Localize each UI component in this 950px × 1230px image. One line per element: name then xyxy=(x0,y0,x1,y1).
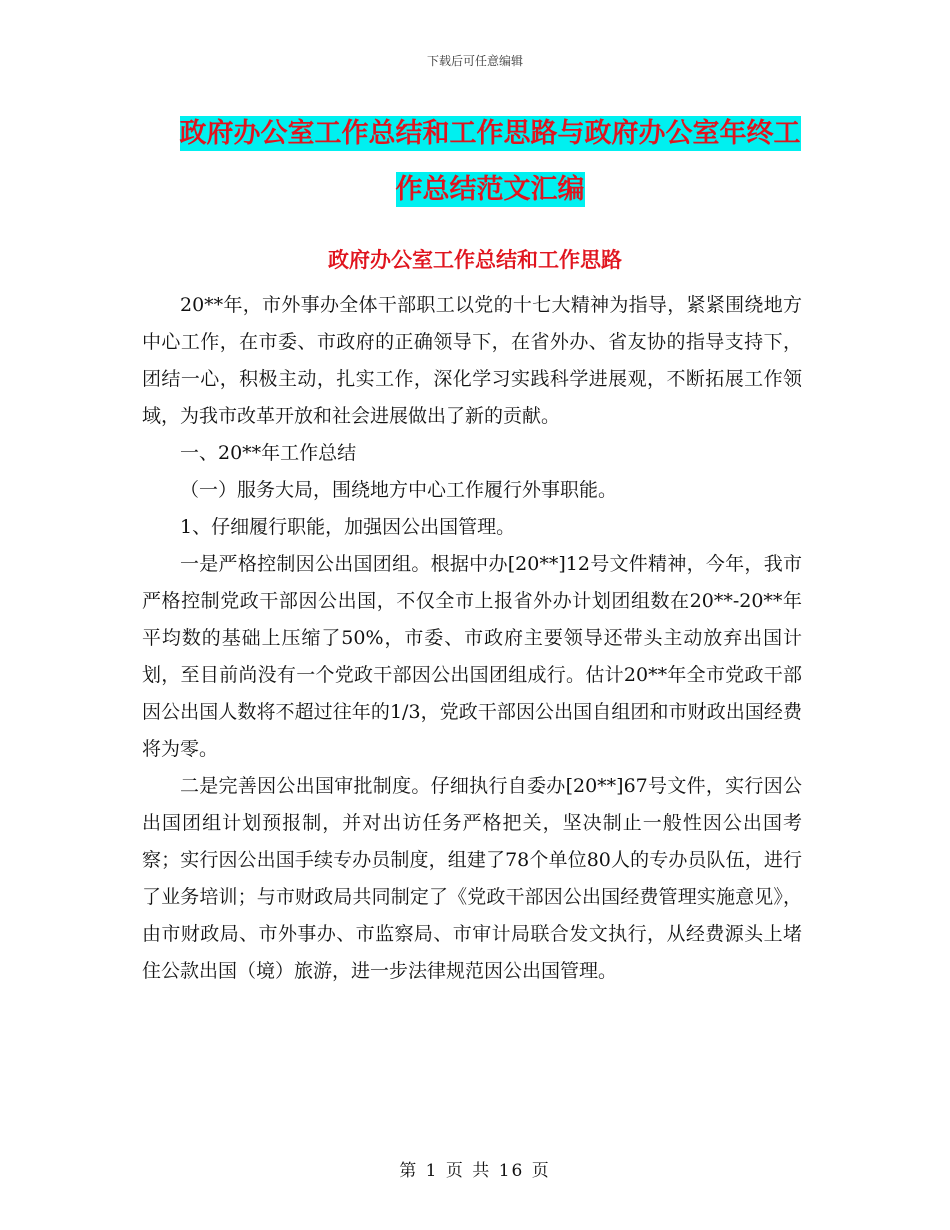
body-text xyxy=(142,287,802,990)
section-title: 政府办公室工作总结和工作思路 xyxy=(328,247,622,272)
header-note: 下载后可任意编辑 xyxy=(426,54,523,68)
page-number: 第 1 页 共 16 页 xyxy=(399,1161,551,1181)
heading-level-3: 1、仔细履行职能，加强因公出国管理。 xyxy=(180,516,516,538)
main-title-line-2: 作总结范文汇编 xyxy=(395,174,585,205)
main-title-line-1: 政府办公室工作总结和工作思路与政府办公室年终工 xyxy=(179,118,801,149)
main-title xyxy=(160,106,820,218)
heading-level-1: 一、20**年工作总结 xyxy=(180,442,357,464)
paragraph-second-point: 二是完善因公出国审批制度。仔细执行自委办[20**]67号文件，实行因公出国团组计划预报制，并对出访任务严格把关，坚决制止一般性因公出国考察；实行因公出国手续专办员制度，组建了78个单位80人的专办员队伍，进行了业务培训；与市财政局共同制定了《党政干部因公出国经费管理实施意见》，由市财政局、市外事办、市监察局、市审计局联合发文执行，从经费源头上堵住公款出国（境）旅游，进一步法律规范因公出国管理。 xyxy=(142,775,802,982)
heading-level-2: （一）服务大局，围绕地方中心工作履行外事职能。 xyxy=(180,479,618,501)
paragraph-intro: 20**年，市外事办全体干部职工以党的十七大精神为指导，紧紧围绕地方中心工作，在市委、市政府的正确领导下，在省外办、省友协的指导支持下，团结一心，积极主动，扎实工作，深化学习实践科学进展观，不断拓展工作领域，为我市改革开放和社会进展做出了新的贡献。 xyxy=(142,294,802,427)
paragraph-first-point: 一是严格控制因公出国团组。根据中办[20**]12号文件精神，今年，我市严格控制党政干部因公出国，不仅全市上报省外办计划团组数在20**-20**年平均数的基础上压缩了50%，市委、市政府主要领导还带头主动放弃出国计划，至目前尚没有一个党政干部因公出国团组成行。估计20**年全市党政干部因公出国人数将不超过往年的1/3，党政干部因公出国自组团和市财政出国经费将为零。 xyxy=(142,553,802,760)
